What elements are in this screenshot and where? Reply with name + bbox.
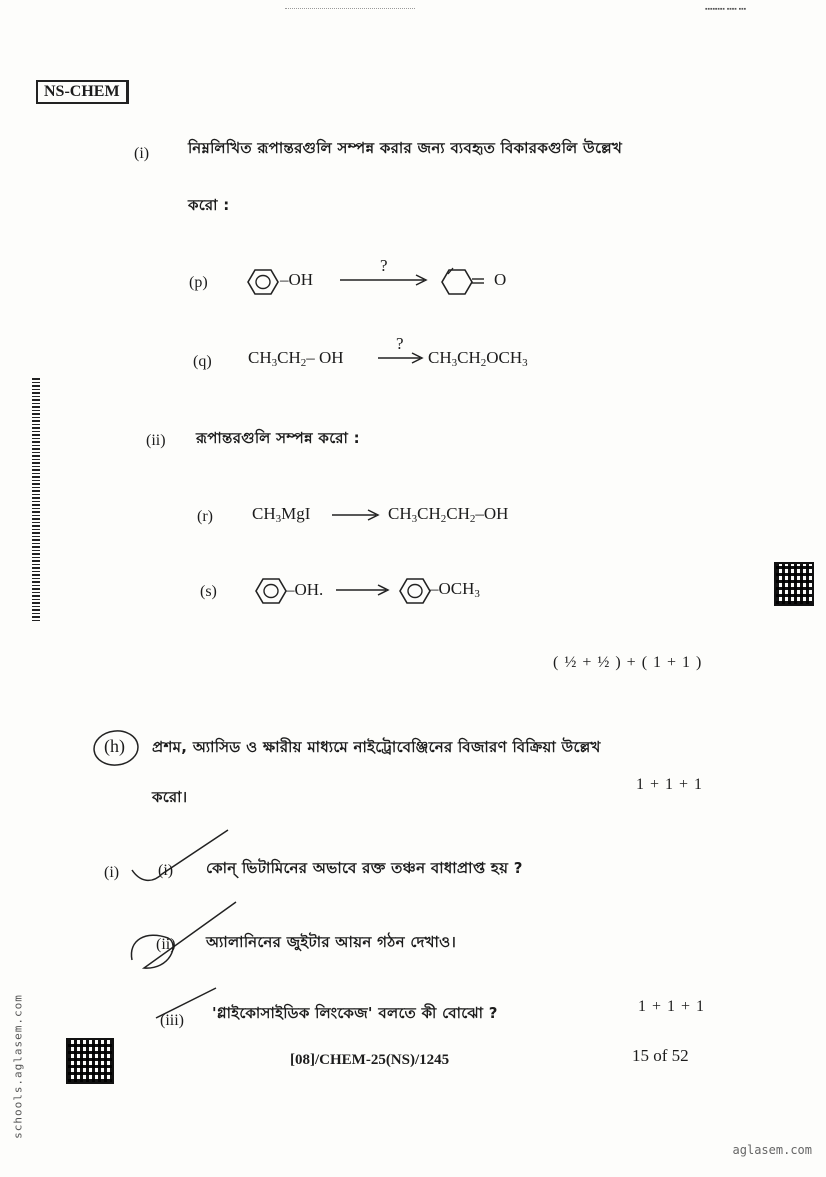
- paper-code-footer: [08]/CHEM-25(NS)/1245: [290, 1052, 450, 1068]
- reaction-r-reactant: $CH_3MgI$: [252, 504, 311, 525]
- part-i-text-line1: নিম্নলিখিত রূপান্তরগুলি সম্পন্ন করার জন্য ব্যবহৃত বিকারকগুলি উল্লেখ: [188, 139, 623, 157]
- arrow-icon: [378, 352, 426, 364]
- arrow-icon: [340, 274, 430, 286]
- arrow-icon: [332, 509, 382, 521]
- question-h-text-line2: করো।: [152, 788, 188, 806]
- marks-g: ( ½ + ½ ) + ( 1 + 1 ): [553, 654, 703, 671]
- sub-i-text: কোন্ ভিটামিনের অভাবে রক্ত তঞ্চন বাধাপ্রাপ্ত হয় ?: [206, 859, 523, 877]
- sub-i-label: (i): [158, 862, 174, 879]
- reaction-p-arrow-label: ?: [380, 256, 388, 275]
- sub-iii-text: 'গ্লাইকোসাইডিক লিংকেজ' বলতে কী বোঝো ?: [212, 1004, 498, 1022]
- reaction-r-label: (r): [197, 508, 213, 525]
- part-ii-text: রূপান্তরগুলি সম্পন্ন করো :: [196, 429, 360, 447]
- reaction-r-product: $CH_3CH_2CH_2-OH$: [388, 504, 509, 525]
- part-ii-label: (ii): [146, 432, 166, 449]
- part-i-text-line2: করো :: [188, 196, 230, 214]
- marks-h: 1 + 1 + 1: [636, 776, 704, 793]
- arrow-icon: [336, 584, 392, 596]
- side-watermark: schools.aglasem.com: [11, 994, 25, 1139]
- qr-code-bottom-left: [68, 1040, 112, 1082]
- reaction-s-label: (s): [200, 583, 217, 600]
- sub-ii-text: অ্যালানিনের জুইটার আয়ন গঠন দেখাও।: [206, 933, 457, 951]
- question-h-text-line1: প্রশম, অ্যাসিড ও ক্ষারীয় মাধ্যমে নাইট্রোবেঞ্জিনের বিজারণ বিক্রিয়া উল্লেখ: [152, 738, 601, 756]
- cyclohexanone-ring-icon: [434, 262, 486, 302]
- sub-ii-label: (ii): [156, 936, 176, 953]
- scan-artifact-line: [285, 8, 415, 11]
- sub-iii-label: (iii): [160, 1012, 184, 1029]
- barcode: [32, 378, 40, 622]
- reaction-s-product: $-OCH_3$: [430, 579, 480, 600]
- question-i-label: (i): [104, 864, 120, 881]
- reaction-s-reactant: –OH.: [286, 580, 324, 599]
- part-i-label: (i): [134, 145, 150, 162]
- question-h-label: (h): [104, 736, 125, 756]
- qr-code-right: [776, 564, 812, 604]
- page-number: 15 of 52: [632, 1046, 689, 1065]
- reaction-q-reactant: $CH_3CH_2-$ OH: [248, 348, 344, 369]
- marks-i: 1 + 1 + 1: [638, 998, 706, 1015]
- reaction-p-reactant: –OH: [280, 270, 314, 289]
- scan-artifact-text: ▪▪▪▪▪▪▪▪ ▪▪▪▪ ▪▪▪: [705, 6, 747, 13]
- paper-code-badge: NS-CHEM: [36, 80, 129, 104]
- reaction-p-product: O: [494, 270, 507, 289]
- reaction-p-label: (p): [189, 274, 208, 291]
- reaction-q-label: (q): [193, 353, 212, 370]
- reaction-q-product: $CH_3CH_2OCH_3$: [428, 348, 528, 369]
- reaction-q-arrow-label: ?: [396, 334, 404, 353]
- bottom-watermark: aglasem.com: [732, 1143, 812, 1157]
